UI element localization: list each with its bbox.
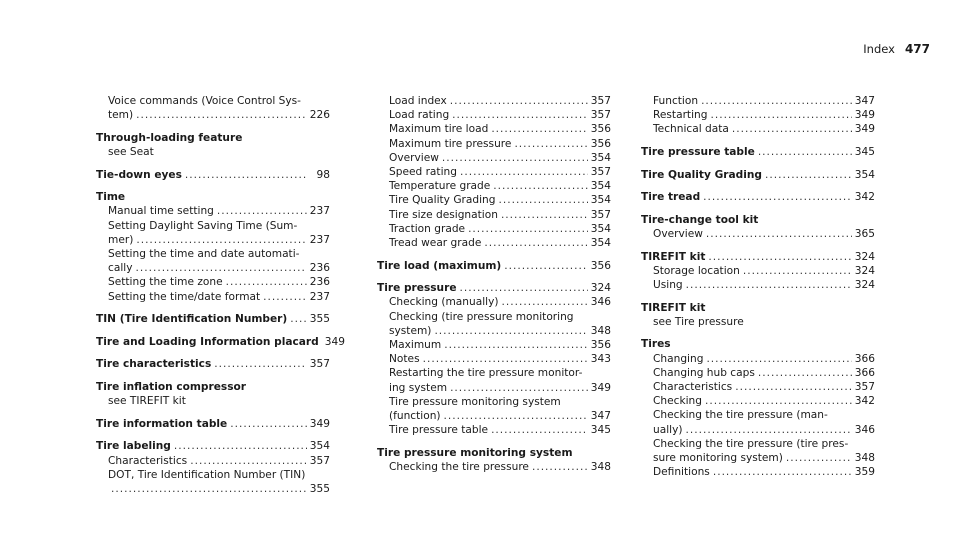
index-entry (96, 335, 345, 349)
index-heading: Tire inflation compressor (96, 380, 247, 393)
subentry-text: Load rating (389, 109, 450, 122)
index-subentry-line (641, 465, 875, 479)
index-subentry-line (641, 227, 875, 241)
subentry-text: Manual time setting (108, 205, 214, 218)
index-heading: Through-loading feature (96, 131, 243, 144)
index-heading-line (96, 439, 330, 453)
index-subentry-line (377, 151, 611, 165)
index-entry (96, 439, 330, 496)
index-subentry-line (377, 460, 611, 474)
subentry-text: Tread wear grade (389, 237, 482, 250)
leader-dots (217, 204, 307, 218)
page-reference[interactable]: 237 (309, 290, 330, 303)
page-reference[interactable]: 349 (854, 123, 875, 136)
page-reference[interactable]: 357 (590, 95, 611, 107)
page-reference[interactable]: 347 (590, 410, 611, 423)
subentry-text: Function (653, 95, 699, 107)
leader-dots (214, 357, 306, 371)
heading-text: Tire tread (641, 191, 701, 204)
page-reference[interactable]: 366 (854, 366, 875, 379)
index-subentry-line (641, 451, 875, 465)
subentry-text: system) (389, 324, 432, 337)
leader-dots (493, 179, 587, 193)
index-subentry-line (641, 352, 875, 366)
heading-text: TIN (Tire Identification Number) (96, 313, 288, 326)
page-reference[interactable]: 354 (590, 151, 611, 164)
index-entry (96, 190, 330, 304)
page-reference[interactable]: 236 (309, 262, 330, 275)
leader-dots (686, 278, 852, 292)
index-column-1 (96, 94, 345, 496)
cross-reference[interactable]: see Tire pressure (653, 315, 744, 328)
leader-dots (230, 417, 307, 431)
subentry-text: Setting Daylight Saving Time (Sum- (108, 219, 298, 232)
leader-dots (190, 454, 307, 468)
index-entry (641, 145, 875, 159)
subentry-text: Maximum tire load (389, 123, 489, 136)
subentry-text: Notes (389, 353, 420, 366)
subentry-text: Load index (389, 95, 447, 107)
index-subentry-line (96, 482, 330, 496)
subentry-text: Speed rating (389, 166, 457, 179)
page-reference[interactable]: 356 (590, 137, 611, 150)
leader-dots (705, 394, 852, 408)
subentry-text: Technical data (653, 123, 729, 136)
subentry-text: Maximum (389, 339, 442, 352)
heading-text: Tire labeling (96, 440, 171, 453)
index-heading: Tires (641, 338, 671, 351)
index-subentry-line (96, 454, 330, 468)
index-entry (96, 94, 330, 122)
subentry-text: Characteristics (108, 454, 188, 467)
index-subentry-line (641, 380, 875, 394)
page-reference[interactable]: 236 (309, 276, 330, 289)
index-heading-line (96, 168, 330, 182)
leader-dots (460, 281, 588, 295)
subentry-text: Checking (manually) (389, 296, 499, 309)
index-heading: Tire-change tool kit (641, 213, 759, 226)
index-subentry-line (96, 290, 330, 304)
page-header (863, 42, 930, 56)
page-reference[interactable]: 347 (854, 95, 875, 107)
index-heading-line (641, 190, 875, 204)
leader-dots (444, 409, 588, 423)
page-reference[interactable]: 357 (309, 358, 330, 371)
subentry-text: Overview (653, 227, 703, 240)
leader-dots (226, 275, 307, 289)
subentry-text: Checking the tire pressure (man- (653, 409, 828, 422)
page-reference[interactable]: 356 (590, 123, 611, 136)
index-heading: Tire pressure monitoring system (377, 446, 573, 459)
page-reference[interactable]: 342 (854, 395, 875, 408)
subentry-text: Storage location (653, 264, 740, 277)
subentry-text: tem) (108, 109, 134, 122)
page-reference[interactable]: 345 (854, 146, 875, 158)
leader-dots (502, 295, 588, 309)
index-entry (641, 94, 875, 137)
subentry-text: Setting the time and date automati- (108, 248, 300, 260)
index-entry (96, 131, 330, 159)
page-reference[interactable]: 237 (309, 233, 330, 246)
subentry-text: Characteristics (653, 380, 733, 393)
index-entry (96, 357, 330, 371)
page-reference[interactable]: 237 (309, 205, 330, 218)
leader-dots (491, 423, 588, 437)
page-reference[interactable]: 324 (854, 250, 875, 263)
leader-dots (765, 168, 852, 182)
subentry-text: sure monitoring system) (653, 452, 783, 464)
page-reference[interactable]: 354 (590, 180, 611, 193)
page-reference[interactable]: 345 (590, 424, 611, 437)
subentry-text: Tire Quality Grading (389, 194, 496, 207)
subentry-text: ing system (389, 381, 448, 394)
heading-text: Tire characteristics (96, 358, 212, 371)
heading-text: Tire load (maximum) (377, 259, 502, 272)
subentry-text: Traction grade (389, 222, 466, 235)
subentry-text: Tire pressure monitoring system (389, 395, 561, 408)
page-reference[interactable]: 226 (309, 109, 330, 122)
index-entry (96, 380, 330, 408)
cross-reference[interactable]: see Seat (108, 146, 154, 158)
page-reference[interactable]: 348 (854, 452, 875, 464)
page-reference[interactable]: 348 (590, 324, 611, 337)
leader-dots (498, 193, 587, 207)
heading-text: Tire pressure table (641, 146, 755, 158)
index-subentry-line (377, 208, 611, 222)
subentry-text: Changing hub caps (653, 366, 755, 379)
leader-dots (708, 250, 851, 264)
subentry-text: Overview (389, 151, 439, 164)
page-number: 477 (904, 42, 930, 56)
page-reference[interactable]: 357 (590, 208, 611, 221)
subentry-text: Voice commands (Voice Control Sys- (108, 95, 302, 107)
subentry-text: cally (108, 262, 133, 275)
index-subentry-line (377, 338, 611, 352)
page-reference[interactable]: 354 (590, 237, 611, 250)
page-reference[interactable]: 342 (854, 191, 875, 204)
leader-dots (263, 290, 307, 304)
leader-dots (706, 227, 852, 241)
index-subentry-line (377, 165, 611, 179)
leader-dots (136, 233, 306, 247)
heading-text: Tie-down eyes (96, 168, 182, 181)
subentry-text: Restarting the tire pressure monitor- (389, 367, 583, 380)
index-subentry-line (641, 94, 875, 108)
page-reference[interactable]: 357 (590, 109, 611, 122)
index-subentry-line (377, 352, 611, 366)
page-reference[interactable]: 349 (854, 109, 875, 122)
leader-dots (460, 165, 588, 179)
leader-dots (532, 460, 588, 474)
leader-dots (703, 190, 852, 204)
page-reference[interactable]: 355 (309, 482, 330, 495)
index-column-3 (641, 94, 875, 479)
index-subentry-line (96, 108, 330, 122)
index-heading-line (96, 312, 330, 326)
page-reference[interactable]: 346 (590, 296, 611, 309)
leader-dots (444, 338, 588, 352)
subentry-text: mer) (108, 233, 134, 246)
index-subentry-line (641, 423, 875, 437)
leader-dots (468, 222, 588, 236)
index-subentry-line (377, 222, 611, 236)
index-subentry-line (96, 275, 330, 289)
index-subentry-line (377, 381, 611, 395)
page-reference[interactable]: 359 (854, 466, 875, 479)
leader-dots (706, 352, 851, 366)
page-reference[interactable]: 366 (854, 352, 875, 365)
index-heading: Time (96, 191, 126, 204)
leader-dots (423, 352, 588, 366)
subentry-text: ually) (653, 423, 683, 436)
page-reference[interactable]: 356 (590, 259, 611, 272)
index-subentry-line (377, 295, 611, 309)
index-subentry-line (377, 236, 611, 250)
index-entry (641, 301, 875, 329)
index-subentry-line (96, 261, 330, 275)
page-reference[interactable]: 324 (854, 264, 875, 277)
index-entry (641, 250, 875, 293)
index-entry (641, 213, 875, 241)
page-reference[interactable]: 324 (854, 278, 875, 291)
index-subentry-line (96, 233, 330, 247)
subentry-text: Checking the tire pressure (389, 461, 529, 474)
leader-dots (452, 108, 588, 122)
index-subentry-line (96, 204, 330, 218)
page-reference[interactable]: 355 (309, 313, 330, 326)
leader-dots (290, 312, 307, 326)
index-heading-line (377, 281, 611, 295)
page-reference[interactable]: 349 (590, 381, 611, 394)
index-subentry-line (641, 264, 875, 278)
leader-dots (786, 451, 852, 465)
index-subentry-line (641, 122, 875, 136)
leader-dots (174, 439, 307, 453)
subentry-text: Maximum tire pressure (389, 137, 512, 150)
index-entry (377, 446, 611, 474)
leader-dots (686, 423, 852, 437)
index-heading-line (377, 259, 611, 273)
leader-dots (743, 264, 852, 278)
index-heading-line (641, 168, 875, 182)
page-reference[interactable]: 356 (590, 339, 611, 352)
heading-text: Tire pressure (377, 282, 457, 295)
leader-dots (758, 145, 852, 159)
leader-dots (484, 236, 587, 250)
leader-dots (514, 137, 587, 151)
leader-dots (501, 208, 588, 222)
page-reference[interactable]: 357 (854, 380, 875, 393)
index-subentry-line (377, 324, 611, 338)
leader-dots (450, 94, 588, 108)
index-subentry-line (377, 423, 611, 437)
leader-dots (710, 108, 851, 122)
subentry-text: Tire pressure table (389, 424, 489, 437)
index-subentry-line (641, 108, 875, 122)
subentry-text: Checking (tire pressure monitoring (389, 310, 574, 323)
subentry-text: (function) (389, 410, 441, 423)
index-heading-line (641, 250, 875, 264)
page-reference[interactable]: 354 (590, 222, 611, 235)
leader-dots (136, 108, 307, 122)
leader-dots (491, 122, 587, 136)
page-reference[interactable]: 354 (854, 168, 875, 181)
page-reference[interactable]: 365 (854, 227, 875, 240)
page-reference[interactable]: 324 (590, 282, 611, 295)
leader-dots (732, 122, 852, 136)
index-heading-line (96, 357, 330, 371)
index-subentry-line (641, 278, 875, 292)
index-subentry-line (377, 179, 611, 193)
leader-dots (758, 366, 852, 380)
index-entry (96, 312, 330, 326)
index-subentry-line (377, 409, 611, 423)
index-entry (96, 168, 330, 182)
page-reference[interactable]: 349 (324, 335, 345, 348)
subentry-text: Using (653, 278, 683, 291)
index-subentry-line (377, 108, 611, 122)
subentry-text: DOT, Tire Identification Number (TIN) (108, 468, 306, 481)
page-reference[interactable]: 349 (309, 417, 330, 430)
leader-dots (504, 259, 588, 273)
index-entry (377, 259, 611, 273)
page-reference[interactable]: 98 (316, 168, 330, 181)
index-subentry-line (377, 193, 611, 207)
subentry-text: Checking (653, 395, 702, 408)
page-reference[interactable]: 348 (590, 461, 611, 474)
heading-text: Tire Quality Grading (641, 168, 762, 181)
subentry-text: Setting the time/date format (108, 290, 261, 303)
index-entry (641, 190, 875, 204)
section-title: Index (863, 42, 895, 56)
index-subentry-line (641, 366, 875, 380)
leader-dots (442, 151, 588, 165)
index-heading-line (96, 417, 330, 431)
leader-dots (185, 168, 307, 182)
leader-dots (111, 482, 307, 496)
subentry-text: Definitions (653, 466, 710, 479)
index-heading-line (96, 335, 345, 349)
page-reference[interactable]: 354 (309, 440, 330, 453)
leader-dots (701, 94, 852, 108)
index-entry (377, 281, 611, 437)
index-entry (641, 168, 875, 182)
leader-dots (735, 380, 852, 394)
leader-dots (450, 381, 588, 395)
leader-dots (135, 261, 306, 275)
subentry-text: Checking the tire pressure (tire pres- (653, 437, 849, 450)
index-subentry-line (641, 394, 875, 408)
index-heading: TIREFIT kit (641, 301, 706, 314)
heading-text: TIREFIT kit (641, 250, 706, 263)
subentry-text: Restarting (653, 109, 708, 122)
index-entry (96, 417, 330, 431)
subentry-text: Tire size designation (389, 208, 498, 221)
page-reference[interactable]: 357 (309, 454, 330, 467)
page-reference[interactable]: 346 (854, 423, 875, 436)
heading-text: Tire and Loading Information placard (96, 335, 319, 348)
heading-text: Tire information table (96, 417, 228, 430)
index-subentry-line (377, 94, 611, 108)
leader-dots (713, 465, 852, 479)
subentry-text: Temperature grade (389, 180, 491, 193)
index-entry (377, 94, 611, 250)
page-reference[interactable]: 357 (590, 166, 611, 179)
index-subentry-line (377, 122, 611, 136)
page-reference[interactable]: 343 (590, 353, 611, 366)
index-heading-line (641, 145, 875, 159)
index-entry (641, 337, 875, 479)
subentry-text: Setting the time zone (108, 276, 223, 289)
page-reference[interactable]: 354 (590, 194, 611, 207)
subentry-text: Changing (653, 352, 704, 365)
index-column-2 (377, 94, 611, 474)
index-subentry-line (377, 137, 611, 151)
leader-dots (434, 324, 587, 338)
cross-reference[interactable]: see TIREFIT kit (108, 395, 186, 408)
